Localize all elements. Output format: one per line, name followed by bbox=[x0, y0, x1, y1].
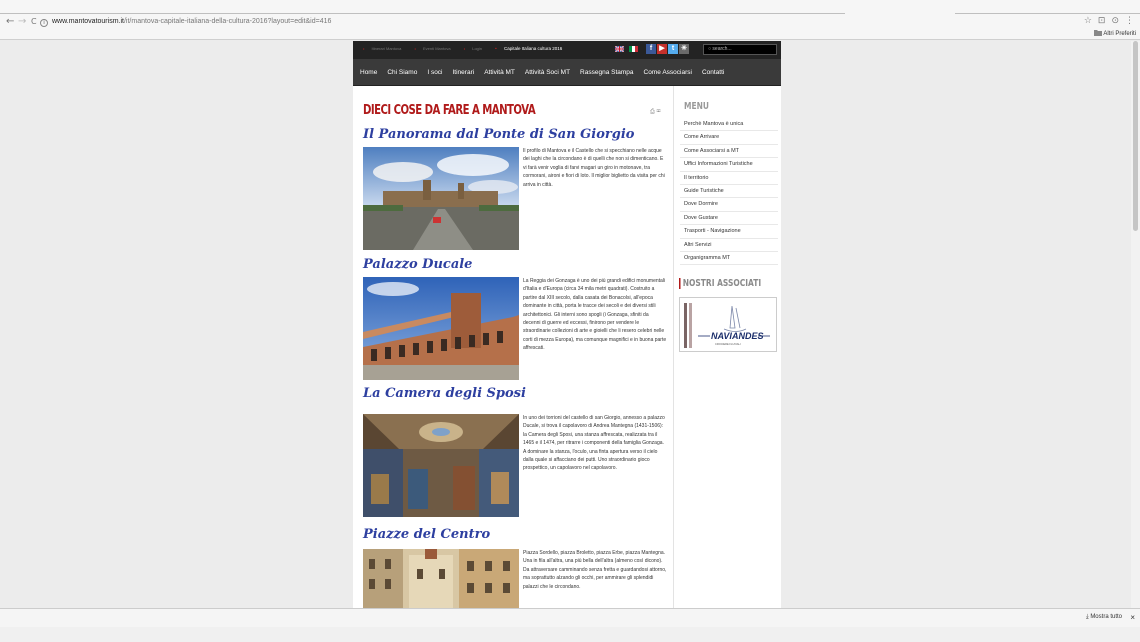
language-flags bbox=[615, 46, 638, 52]
article bbox=[363, 257, 668, 352]
main-navigation bbox=[353, 59, 781, 86]
sidebar-item-perche-mantova[interactable]: Perchè Mantova è unica bbox=[680, 118, 778, 131]
url-host: www.mantovatourism.it bbox=[52, 18, 124, 25]
sidebar-item-dove-gustare[interactable]: Dove Gustare bbox=[680, 212, 778, 225]
top-bar bbox=[353, 41, 781, 59]
url-path: /it/mantova-capitale-italiana-della-cultura-2016?layout=edit&id=416 bbox=[123, 18, 332, 25]
associates-title: NOSTRI ASSOCIATI bbox=[679, 278, 761, 289]
logo-text-navi: NAVI bbox=[711, 331, 732, 341]
article-text: La Reggia dei Gonzaga è uno dei più grandi edifici monumentali d'Italia e d'Europa (circa 34 mila metri quadrati). Costruito a partire dal XIII secolo, dalla casata dei Bonacolsi, all'epoca dominante in città, porta le tracce dei secoli e dei diversi stili architettonici. Gli interni sono spogli (i Gonzaga, sfiniti da decenni di guerre ed eccessi, finirono per vendere le straordinarie collezioni di arte e gioielli che li resero celebri nelle corti di mezza Europa), ma comunque magnifici e in buona parte affrescati. bbox=[523, 278, 667, 352]
print-email-icons[interactable]: ⎙ ✉ bbox=[650, 109, 661, 115]
article bbox=[363, 527, 668, 590]
article-title[interactable]: Il Panorama dal Ponte di San Giorgio bbox=[363, 127, 635, 142]
toolbar-icons bbox=[1084, 16, 1134, 26]
desktop-strip bbox=[0, 627, 1140, 642]
website-page bbox=[353, 41, 781, 608]
search-placeholder: search... bbox=[712, 46, 732, 52]
browser-toolbar bbox=[0, 0, 1140, 40]
show-all-downloads-button[interactable] bbox=[1086, 614, 1122, 621]
bookmark-star-icon[interactable]: ☆ bbox=[1083, 16, 1092, 26]
top-links bbox=[363, 46, 574, 51]
nav-item-come-associarsi[interactable]: Come Associarsi bbox=[643, 69, 692, 76]
search-icon: ○ bbox=[708, 46, 713, 52]
scrollbar-thumb[interactable] bbox=[1133, 41, 1138, 231]
ponte-san-giorgio-photo[interactable] bbox=[363, 147, 519, 250]
search-input[interactable] bbox=[703, 44, 777, 55]
article-title[interactable]: La Camera degli Sposi bbox=[363, 386, 526, 401]
top-link[interactable]: • Itinerari Mantova bbox=[363, 46, 402, 51]
palazzo-ducale-photo[interactable] bbox=[363, 277, 519, 380]
sidebar-item-organigramma[interactable]: Organigramma MT bbox=[680, 252, 778, 265]
top-link[interactable]: • Login bbox=[463, 46, 483, 51]
browser-menu-icon[interactable]: ⋮ bbox=[1125, 16, 1134, 26]
article-title[interactable]: Palazzo Ducale bbox=[363, 257, 473, 272]
nav-item-attivita-soci[interactable]: Attività Soci MT bbox=[524, 69, 571, 76]
article-title[interactable]: Piazze del Centro bbox=[363, 527, 491, 542]
tab-strip-divider bbox=[0, 13, 845, 14]
menu-title: MENU bbox=[684, 101, 709, 112]
nav-item-rassegna-stampa[interactable]: Rassegna Stampa bbox=[580, 69, 634, 76]
back-button[interactable]: ← bbox=[6, 16, 15, 27]
nav-item-soci[interactable]: I soci bbox=[427, 69, 443, 76]
share-icon[interactable]: ✳ bbox=[679, 44, 689, 54]
sidebar-item-uffici-informazioni[interactable]: Uffici Informazioni Turistiche bbox=[680, 158, 778, 171]
download-bar bbox=[0, 608, 1140, 627]
close-download-bar-icon[interactable]: × bbox=[1130, 613, 1135, 622]
youtube-icon[interactable]: ▶ bbox=[657, 44, 667, 54]
info-icon[interactable]: i bbox=[40, 19, 48, 27]
nav-item-itinerari[interactable]: Itinerari bbox=[452, 69, 475, 76]
download-icon: ⤓ bbox=[1085, 614, 1091, 620]
nav-item-chi-siamo[interactable]: Chi Siamo bbox=[387, 69, 418, 76]
facebook-icon[interactable]: f bbox=[646, 44, 656, 54]
top-link-current[interactable]: • Capitale Italiana cultura 2016 bbox=[495, 46, 563, 51]
twitter-icon[interactable]: t bbox=[668, 44, 678, 54]
other-bookmarks[interactable] bbox=[1094, 30, 1136, 39]
tab-strip-divider-right bbox=[955, 13, 1140, 14]
article bbox=[363, 127, 668, 188]
article-text: Il profilo di Mantova e il Castello che si specchiano nelle acque dei laghi che la circondano è di quelli che non si dimenticano. E vi farà venir voglia di farvi magari un giro in motonave, tra cormorani, aironi e fiori di loto. Il miglior biglietto da visita per chi arriva in città. bbox=[523, 148, 665, 188]
sidebar-item-dove-dormire[interactable]: Dove Dormire bbox=[680, 198, 778, 211]
sidebar-item-territorio[interactable]: Il territorio bbox=[680, 172, 778, 185]
uk-flag-icon[interactable] bbox=[615, 46, 624, 52]
piazze-del-centro-photo[interactable] bbox=[363, 549, 519, 608]
nav-item-contatti[interactable]: Contatti bbox=[701, 69, 725, 76]
nav-item-home[interactable]: Home bbox=[360, 69, 378, 76]
page-title: DIECI COSE DA FARE A MANTOVA bbox=[363, 103, 536, 118]
folder-icon bbox=[1094, 30, 1102, 36]
extension-2-icon[interactable]: ⊙ bbox=[1111, 16, 1119, 26]
page-scrollbar[interactable] bbox=[1131, 41, 1140, 608]
top-link[interactable]: • Eventi Mantova bbox=[414, 46, 451, 51]
social-icons bbox=[646, 44, 689, 54]
tab-strip bbox=[0, 0, 1140, 14]
sidebar bbox=[673, 86, 781, 608]
logo-tagline: CROCIERE FLUVIALI bbox=[715, 343, 741, 346]
address-bar[interactable] bbox=[40, 16, 1080, 28]
extension-icon[interactable]: ⊡ bbox=[1097, 16, 1106, 26]
sidebar-item-trasporti[interactable]: Trasporti - Navigazione bbox=[680, 225, 778, 238]
show-all-label: Mostra tutto bbox=[1090, 614, 1122, 620]
sidebar-item-guide-turistiche[interactable]: Guide Turistiche bbox=[680, 185, 778, 198]
other-bookmarks-label: Altri Preferiti bbox=[1103, 31, 1136, 37]
logo-text-andes: ANDES bbox=[732, 331, 764, 341]
article-text: Piazza Sordello, piazza Broletto, piazza Erbe, piazza Mantegna. Una in fila all'altra, una più bella dell'altra (almeno così dicono). Da attraversare camminando senza fretta e guardandosi attorno, ma soprattutto alzando gli occhi, per ammirare gli splendidi palazzi che le circondano. bbox=[523, 550, 667, 590]
nav-item-attivita-mt[interactable]: Attività MT bbox=[484, 69, 515, 76]
camera-degli-sposi-photo[interactable] bbox=[363, 414, 519, 517]
article bbox=[363, 386, 668, 472]
naviandes-logo[interactable] bbox=[679, 297, 777, 352]
sidebar-item-come-associarsi[interactable]: Come Associarsi a MT bbox=[680, 145, 778, 158]
article-text: In uno dei torrioni del castello di san Giorgio, annesso a palazzo Ducale, si trova il capolavoro di Andrea Mantegna (1431-1506): la Camera degli Sposi, una stanza affrescata, realizzata tra il 1465 e il 1474, per ritrarre i componenti della famiglia Gonzaga. A dominare la stanza, l'oculo, una finta apertura verso il cielo dalla quale si affacciano dei putti. Uno straordinario gioco prospettico, un capolavoro nel capolavoro. bbox=[523, 415, 665, 472]
reload-button[interactable]: C bbox=[31, 17, 37, 26]
naviandes-logo-image bbox=[680, 298, 778, 353]
italy-flag-icon[interactable] bbox=[629, 46, 638, 52]
sidebar-item-come-arrivare[interactable]: Come Arrivare bbox=[680, 131, 778, 144]
sidebar-menu bbox=[680, 118, 778, 265]
sidebar-item-altri-servizi[interactable]: Altri Servizi bbox=[680, 239, 778, 252]
forward-button[interactable]: → bbox=[18, 16, 27, 27]
